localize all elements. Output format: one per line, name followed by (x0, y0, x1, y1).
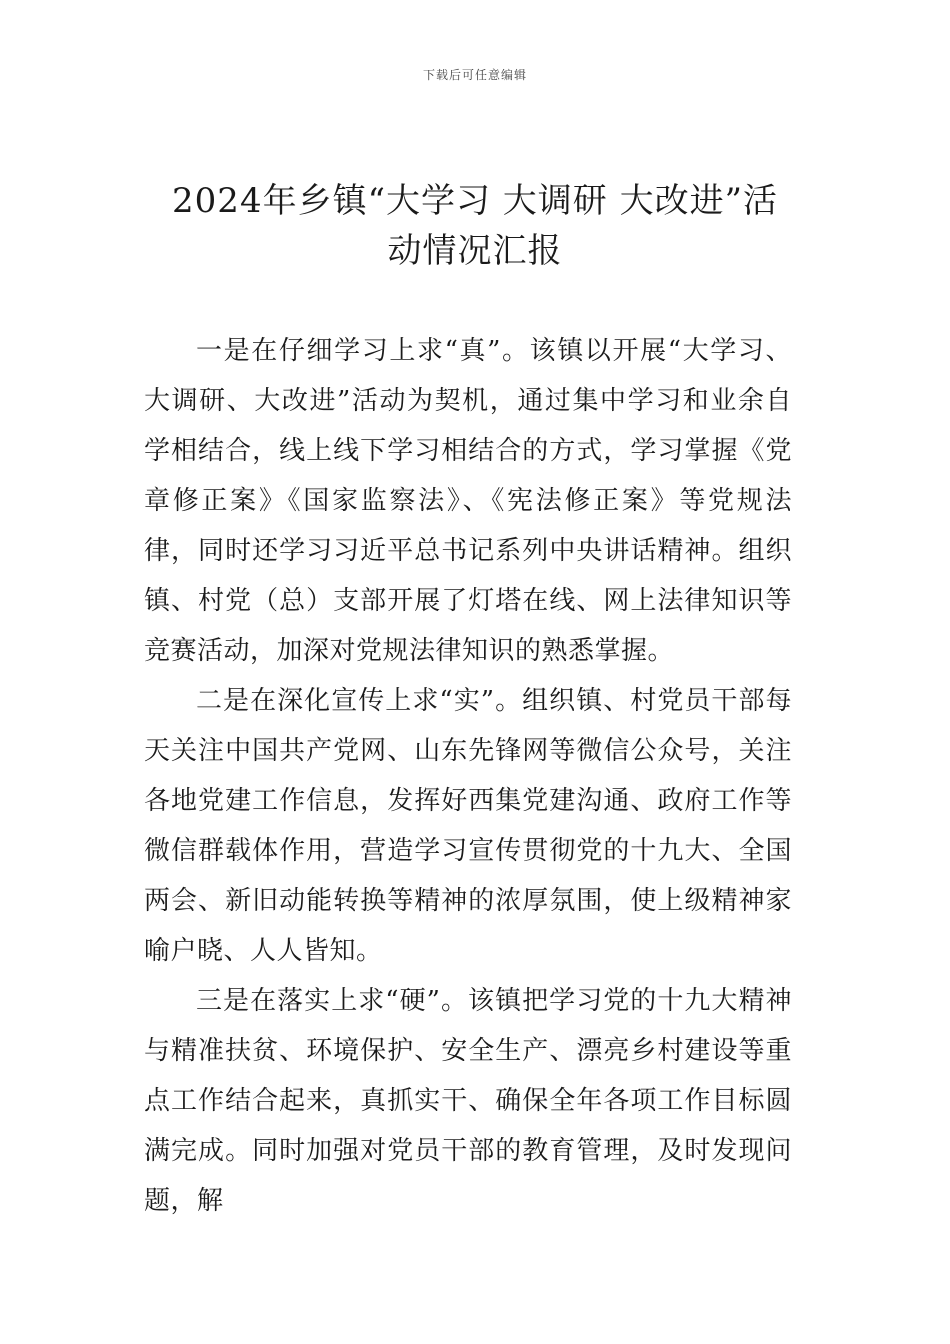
paragraph-implementation: 三是在落实上求“硬”。该镇把学习党的十九大精神与精准扶贫、环境保护、安全生产、漂亮乡村建设等重点工作结合起来，真抓实干、确保全年各项工作目标圆满完成。同时加强对党员干部的教育管理，及时发现问题，解 (144, 986, 792, 1216)
title-line-1: 2024年乡镇“大学习 大调研 大改进”活 (172, 181, 778, 221)
document-body (144, 326, 792, 1226)
title-line-2: 动情况汇报 (387, 231, 563, 271)
paragraph-study: 一是在仔细学习上求“真”。该镇以开展“大学习、大调研、大改进”活动为契机，通过集中学习和业余自学相结合，线上线下学习相结合的方式，学习掌握《党章修正案》《国家监察法》、《宪法修正案》等党规法律，同时还学习习近平总书记系列中央讲话精神。组织镇、村党（总）支部开展了灯塔在线、网上法律知识等竞赛活动，加深对党规法律知识的熟悉掌握。 (144, 336, 792, 666)
header-note: 下载后可任意编辑 (422, 68, 527, 82)
paragraph-publicity: 二是在深化宣传上求“实”。组织镇、村党员干部每天关注中国共产党网、山东先锋网等微信公众号，关注各地党建工作信息，发挥好西集党建沟通、政府工作等微信群载体作用，营造学习宣传贯彻党的十九大、全国两会、新旧动能转换等精神的浓厚氛围，使上级精神家喻户晓、人人皆知。 (144, 686, 792, 966)
document-title (120, 176, 830, 276)
